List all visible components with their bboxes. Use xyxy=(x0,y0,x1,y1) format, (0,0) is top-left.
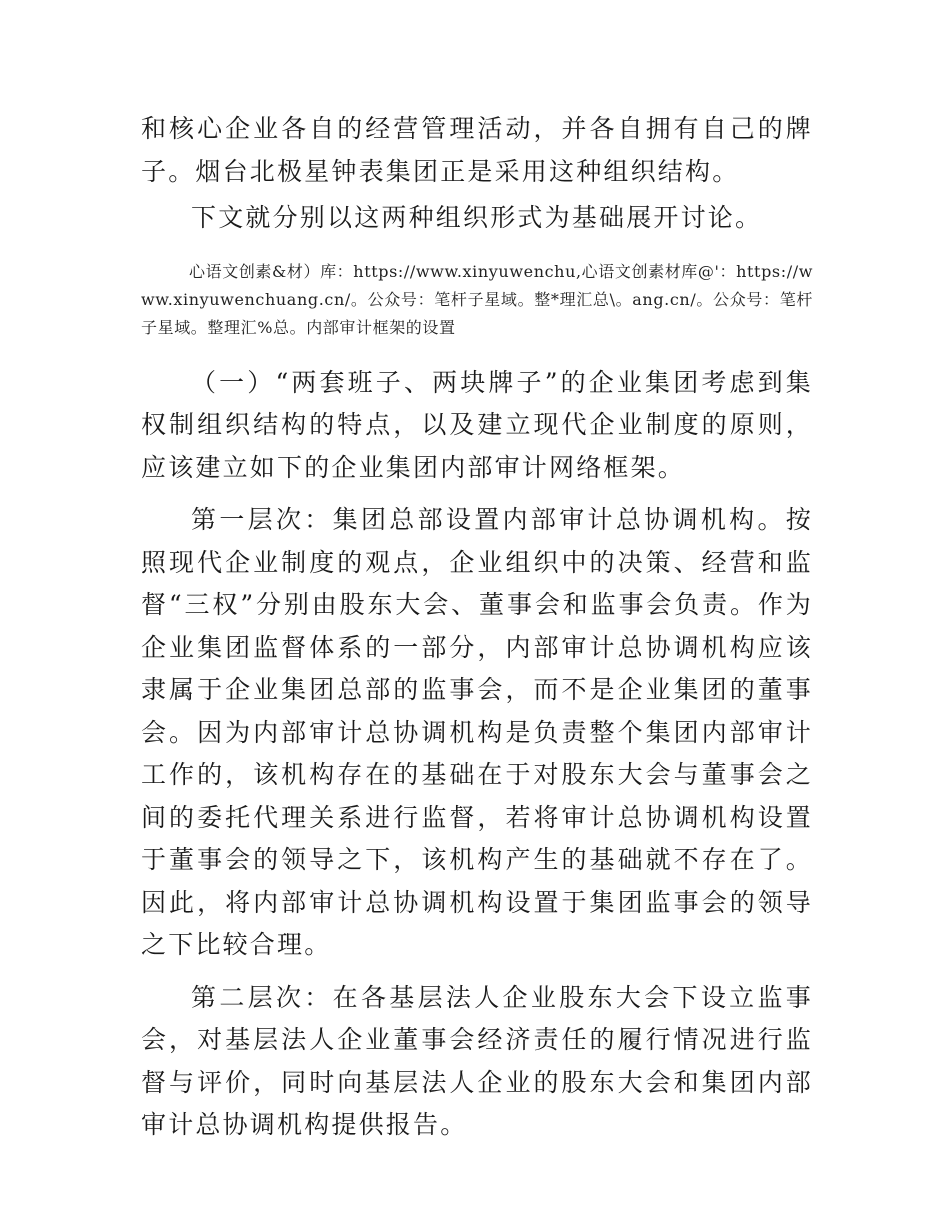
paragraph-level-two: 第二层次：在各基层法人企业股东大会下设立监事会，对基层法人企业董事会经济责任的履行情况进行监督与评价，同时向基层法人企业的股东大会和集团内部审计总协调机构提供报告。 xyxy=(141,982,813,1139)
paragraph-transition: 下文就分别以这两种组织形式为基础展开讨论。 xyxy=(191,203,763,232)
paragraph-level-one: 第一层次：集团总部设置内部审计总协调机构。按照现代企业制度的观点，企业组织中的决策、经营和监督“三权”分别由股东大会、董事会和监事会负责。作为企业集团监督体系的一部分，内部审计总协调机构应该隶属于企业集团总部的监事会，而不是企业集团的董事会。因为内部审计总协调机构是负责整个集团内部审计工作的，该机构存在的基础在于对股东大会与董事会之间的委托代理关系进行监督，若将审计总协调机构设置于董事会的领导之下，该机构产生的基础就不存在了。因此，将内部审计总协调机构设置于集团监事会的领导之下比较合理。 xyxy=(141,505,813,959)
document-page xyxy=(141,108,813,1147)
paragraph-continuation: 和核心企业各自的经营管理活动，并各自拥有自己的牌子。烟台北极星钟表集团正是采用这种组织结构。 xyxy=(141,114,813,186)
watermark-note: 心语文创素&材）库：https://www.xinyuwenchu,心语文创素材库@'：https://www.xinyuwenchuang.cn/。公众号：笔杆子星域。整*理汇总\。ang.cn/。公众号：笔杆子星域。整理汇%总。内部审计框架的设置 xyxy=(141,261,813,337)
paragraph-section-heading: （一）“两套班子、两块牌子”的企业集团考虑到集权制组织结构的特点，以及建立现代企业制度的原则，应该建立如下的企业集团内部审计网络框架。 xyxy=(141,367,813,482)
